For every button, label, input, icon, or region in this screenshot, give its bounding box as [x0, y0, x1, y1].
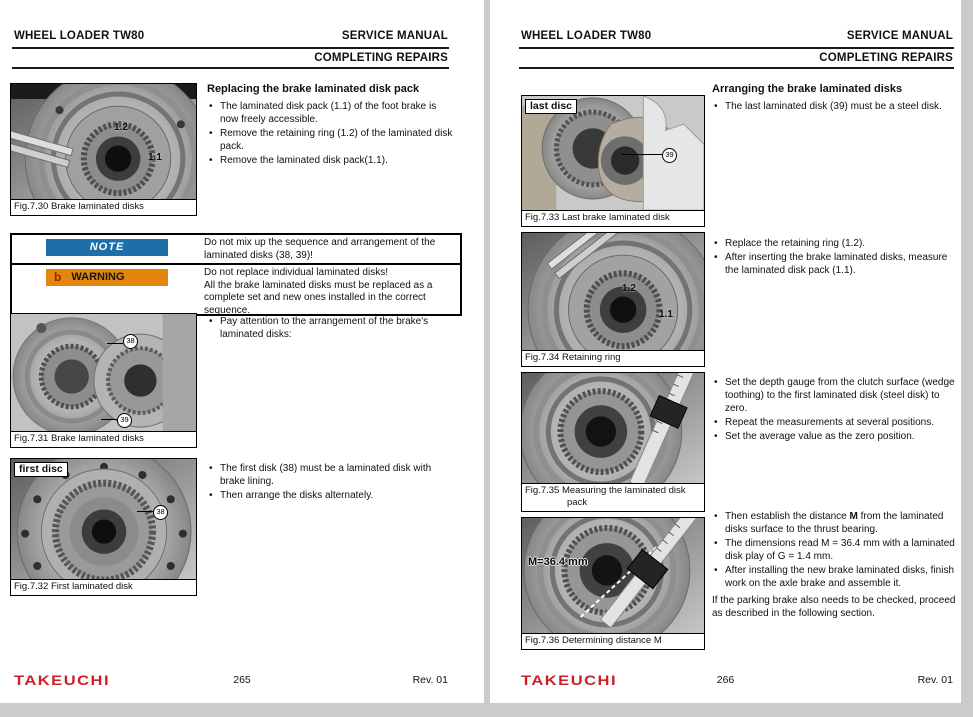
figure-7-32-caption: Fig.7.32 First laminated disk	[11, 579, 196, 595]
warning-icon: b	[54, 270, 62, 284]
part-label-12: 1.2	[114, 122, 128, 133]
bullet-item	[712, 416, 958, 429]
header-manual: SERVICE MANUAL	[846, 30, 953, 42]
bullet-item	[207, 127, 453, 153]
section-measuring	[712, 376, 958, 444]
header-chapter: COMPLETING REPAIRS	[314, 52, 448, 64]
figure-7-34-photo	[522, 233, 704, 350]
figure-7-31-caption: Fig.7.31 Brake laminated disks	[11, 431, 196, 447]
warning-line-1: Do not replace individual laminated disks!	[204, 267, 388, 278]
determining-distance-photo-illustration	[522, 518, 704, 633]
retaining-ring-photo-illustration	[522, 233, 704, 350]
warning-label: WARNING	[71, 271, 125, 283]
first-disk-photo-illustration	[11, 459, 196, 579]
last-disc-tag: last disc	[525, 99, 577, 114]
first-disc-tag: first disc	[14, 462, 68, 477]
bullet-item	[207, 462, 453, 488]
bullet-text: Set the average value as the zero position.	[725, 431, 915, 442]
distance-m-bold: M	[849, 511, 858, 522]
section-arranging	[712, 83, 958, 114]
revision-label: Rev. 01	[917, 674, 953, 686]
bullet-item	[207, 154, 453, 167]
note-text: Do not mix up the sequence and arrangement of the laminated disks (38, 39)!	[204, 237, 436, 261]
figure-7-33-photo	[522, 96, 704, 210]
warning-text	[202, 265, 460, 320]
bullet-text: Pay attention to the arrangement of the brake's laminated disks:	[220, 316, 429, 340]
bullet-item	[207, 315, 453, 341]
bullet-item	[712, 251, 958, 277]
bullet-text: Then establish the distance	[725, 511, 850, 522]
callout-38-leader	[137, 511, 153, 512]
figure-7-31-photo	[11, 314, 196, 431]
warning-banner-cell	[12, 265, 202, 286]
section-replacing	[207, 83, 453, 168]
bullet-text: Replace the retaining ring (1.2).	[725, 238, 866, 249]
callout-38: 38	[123, 334, 138, 349]
brake-disk-photo-illustration	[11, 84, 196, 199]
page-left	[0, 0, 484, 703]
bullet-text: The last laminated disk (39) must be a steel disk.	[725, 101, 942, 112]
header-manual: SERVICE MANUAL	[341, 30, 448, 42]
bullet-item	[712, 237, 958, 250]
takeuchi-logo: TAKEUCHI	[521, 673, 618, 689]
disassembled-brake-photo-illustration	[11, 314, 196, 431]
figure-7-32-photo	[11, 459, 196, 579]
figure-7-34	[521, 232, 705, 367]
header-rule-top	[12, 47, 449, 49]
figure-7-33	[521, 95, 705, 227]
bullet-text: Remove the laminated disk pack(1.1).	[220, 155, 388, 166]
bullet-text: Then arrange the disks alternately.	[220, 490, 374, 501]
bullet-item	[207, 489, 453, 502]
page-number: 265	[233, 674, 251, 686]
note-box	[10, 233, 462, 265]
section-retaining	[712, 237, 958, 278]
warning-box	[10, 263, 462, 316]
bullet-text: Remove the retaining ring (1.2) of the laminated disk pack.	[220, 128, 453, 152]
section-first-disk	[207, 462, 453, 503]
header-model: WHEEL LOADER TW80	[521, 30, 652, 42]
warning-line-2: All the brake laminated disks must be replaced as a complete set and new ones installed in the correct sequence.	[204, 279, 433, 316]
callout-39-leader	[622, 154, 662, 155]
figure-7-35-caption: Fig.7.35 Measuring the laminated disk pack	[522, 483, 704, 511]
bullet-item	[207, 100, 453, 126]
part-label-12: 1.2	[622, 283, 636, 294]
header-rule-bottom	[12, 67, 449, 69]
bullet-item	[712, 100, 958, 113]
header-rule-top	[519, 47, 954, 49]
note-banner: NOTE	[46, 239, 168, 256]
figure-7-36-caption: Fig.7.36 Determining distance M	[522, 633, 704, 649]
figure-7-34-caption: Fig.7.34 Retaining ring	[522, 350, 704, 366]
page-right	[490, 0, 961, 703]
bullet-text: Repeat the measurements at several positions.	[725, 417, 934, 428]
figure-7-35-photo	[522, 373, 704, 483]
bullet-item	[712, 537, 958, 563]
bullet-item	[712, 564, 958, 590]
figure-7-35	[521, 372, 705, 512]
bullet-item	[712, 376, 958, 415]
bullet-item	[712, 430, 958, 443]
takeuchi-logo: TAKEUCHI	[14, 673, 111, 689]
closing-paragraph: If the parking brake also needs to be checked, proceed as described in the following section.	[712, 595, 956, 619]
section-distance	[712, 510, 958, 620]
callout-39: 39	[662, 148, 677, 163]
section-attention	[207, 315, 453, 342]
figure-7-31	[10, 313, 197, 448]
callout-39-leader	[101, 419, 117, 420]
page-number: 266	[716, 674, 735, 686]
bullet-item	[712, 510, 958, 536]
bullet-text: The laminated disk pack (1.1) of the foot brake is now freely accessible.	[220, 101, 437, 125]
section-replacing-title: Replacing the brake laminated disk pack	[207, 83, 420, 95]
section-arranging-title: Arranging the brake laminated disks	[712, 83, 903, 95]
figure-7-36	[521, 517, 705, 650]
bullet-text: from the laminated disks surface to the thrust bearing.	[725, 511, 944, 535]
figure-7-30	[10, 83, 197, 216]
note-banner-cell	[12, 235, 202, 256]
figure-7-30-photo	[11, 84, 196, 199]
callout-39: 39	[117, 413, 132, 428]
header-chapter: COMPLETING REPAIRS	[819, 52, 953, 64]
header-model: WHEEL LOADER TW80	[14, 30, 145, 42]
bullet-text: Set the depth gauge from the clutch surface (wedge toothing) to the first laminated disk (steel disk) to zero.	[725, 377, 955, 414]
measuring-disk-pack-photo-illustration	[522, 373, 704, 483]
callout-38: 38	[153, 505, 168, 520]
header-rule-bottom	[519, 67, 954, 69]
bullet-text: After installing the new brake laminated disks, finish work on the axle brake and assemble it.	[725, 565, 955, 589]
bullet-text: After inserting the brake laminated disks, measure the laminated disk pack (1.1).	[725, 252, 948, 276]
figure-7-33-caption: Fig.7.33 Last brake laminated disk	[522, 210, 704, 226]
figure-7-30-caption: Fig.7.30 Brake laminated disks	[11, 199, 196, 215]
part-label-11: 1.1	[148, 152, 162, 163]
warning-banner	[46, 269, 168, 286]
bullet-text: The dimensions read M = 36.4 mm with a laminated disk play of G = 1.4 mm.	[725, 538, 955, 562]
bullet-text: The first disk (38) must be a laminated disk with brake lining.	[220, 463, 432, 487]
callout-38-leader	[107, 343, 123, 344]
revision-label: Rev. 01	[412, 674, 448, 686]
part-label-11: 1.1	[659, 309, 673, 320]
measurement-label: M=36.4 mm	[528, 556, 588, 568]
figure-7-32	[10, 458, 197, 596]
figure-7-36-photo	[522, 518, 704, 633]
